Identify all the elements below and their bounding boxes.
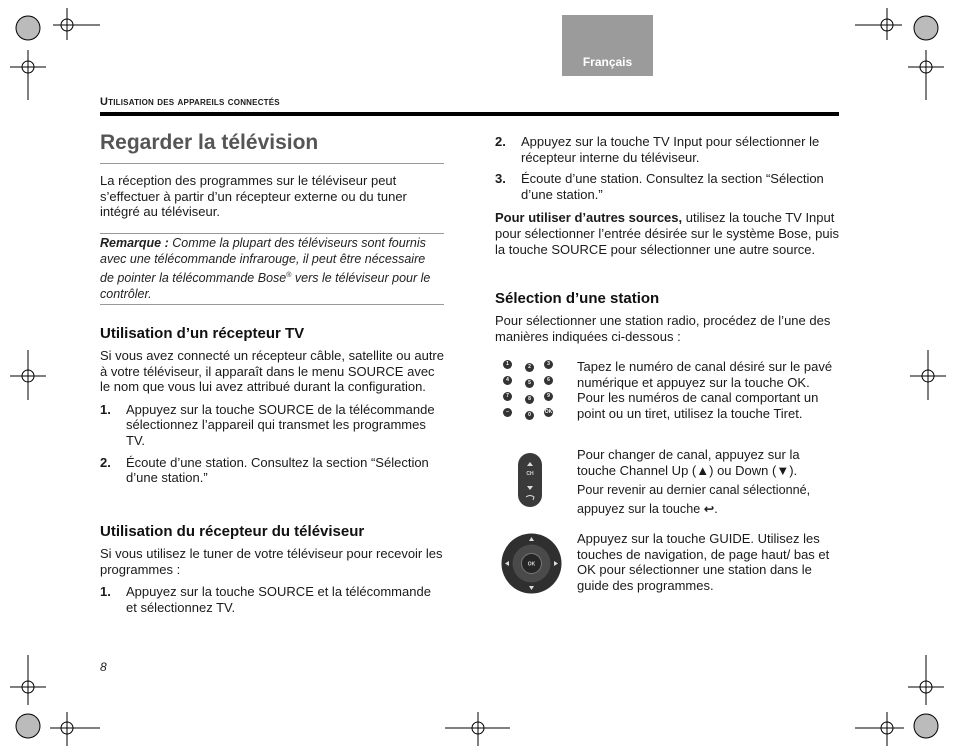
triangle-up-icon: ▲: [696, 462, 710, 478]
list-item: 2. Écoute d’une station. Consultez la section “Sélection d’une station.”: [100, 454, 429, 486]
keypad-key: 6: [544, 376, 553, 385]
section-tv-tuner-intro: Si vous utilisez le tuner de votre téléviseur pour recevoir les programmes :: [100, 546, 443, 577]
list-item: 2. Appuyez sur la touche TV Input pour sélectionner le récepteur interne du téléviseur.: [495, 134, 820, 165]
ch-label: CH: [526, 471, 534, 477]
note-text: Comme la plupart des téléviseurs sont fournis avec une télécommande infrarouge, il peut être nécessaire de pointer la télécommande Bose: [100, 236, 426, 285]
keypad-instructions: Tapez le numéro de canal désiré sur le pavé numérique et appuyez sur la touche OK. Pour les numéros de canal comportant un point ou un tiret, utilisez la touche Tiret.: [577, 359, 833, 421]
intro-paragraph: La réception des programmes sur le téléviseur peut s’effectuer à partir d’un récepteur externe ou du tuner intégré au téléviseur.: [100, 173, 407, 220]
section-tv-tuner-heading: Utilisation du récepteur du téléviseur: [100, 523, 365, 540]
list-item: 1. Appuyez sur la touche SOURCE de la télécommande sélectionnez l’appareil qui transmet les programmes TV.: [100, 401, 435, 448]
keypad-key: OK: [544, 409, 553, 415]
other-sources-label: Pour utiliser d’autres sources,: [495, 210, 683, 226]
page-number: 8: [100, 660, 107, 674]
keypad-key: 9: [544, 392, 553, 401]
section-header: Utilisation des appareils connectés: [100, 96, 280, 108]
recall-icon: [526, 496, 534, 501]
registered-mark: ®: [286, 271, 292, 279]
list-item: 1. Appuyez sur la touche SOURCE et la télécommande et sélectionnez TV.: [100, 584, 431, 615]
page-title: Regarder la télévision: [100, 131, 319, 154]
keypad-key: 1: [503, 360, 512, 369]
note-label: Remarque :: [100, 236, 169, 250]
section-tv-tuner-steps: [100, 584, 444, 615]
section-tv-tuner: [100, 523, 444, 621]
other-sources-paragraph: [495, 210, 839, 257]
left-column: [100, 173, 444, 220]
section-receiver-steps: [100, 402, 444, 486]
other-sources-text: utilisez la touche TV Input pour sélectionner l’entrée désirée sur le système Bose, puis la touche SOURCE pour sélectionner une autre source.: [495, 210, 839, 257]
section-tv-tuner-steps-continued: [495, 134, 839, 202]
channel-up-icon: [527, 462, 533, 466]
note-divider-bottom: [100, 304, 444, 305]
keypad-key: 5: [525, 379, 534, 388]
guide-instructions: Appuyez sur la touche GUIDE. Utilisez les touches de navigation, de page haut/ bas et OK pour sélectionner une station dans le guide des programmes.: [577, 531, 830, 593]
right-column: [495, 134, 839, 257]
keypad-key: 3: [544, 360, 553, 369]
channel-rocker-illustration: [518, 453, 542, 507]
channel-instructions: Pour changer de canal, appuyez sur la touche Channel Up (▲) ou Down (▼). Pour revenir au dernier canal sélectionné, appuyez sur la touche ↩.: [577, 447, 811, 517]
keypad-key: 8: [525, 395, 534, 404]
section-station: [495, 290, 839, 344]
keypad-key: 2: [525, 363, 534, 372]
section-receiver: [100, 325, 444, 492]
note-block: [100, 236, 440, 302]
section-station-heading: Sélection d’une station: [495, 290, 660, 307]
keypad-key: –: [503, 408, 512, 417]
recall-icon: ↩: [703, 502, 715, 517]
nav-ok-label: OK: [527, 561, 536, 568]
keypad-key: 0: [525, 411, 534, 420]
section-receiver-heading: Utilisation d’un récepteur TV: [100, 325, 305, 342]
keypad-key: 4: [503, 376, 512, 385]
channel-down-icon: [527, 486, 533, 490]
list-item: 3. Écoute d’une station. Consultez la section “Sélection d’une station.”: [495, 171, 824, 202]
title-divider: [100, 163, 444, 164]
navigation-pad-illustration: [500, 532, 563, 595]
keypad-illustration: [499, 360, 561, 430]
language-tab: Français: [562, 15, 653, 76]
section-receiver-intro: Si vous avez connecté un récepteur câble, satellite ou autre à votre téléviseur, il apparaît dans le menu SOURCE avec le nom que vous lui avez attribué durant la configuration.: [100, 348, 444, 395]
section-rule: [100, 112, 839, 116]
keypad-key: 7: [503, 392, 512, 401]
note-divider-top: [100, 233, 444, 234]
triangle-down-icon: ▼: [776, 462, 790, 478]
section-station-intro: Pour sélectionner une station radio, procédez de l’une des manières indiquées ci-dessous :: [495, 313, 831, 344]
note-text-end: vers le téléviseur pour le contrôler.: [100, 270, 431, 301]
